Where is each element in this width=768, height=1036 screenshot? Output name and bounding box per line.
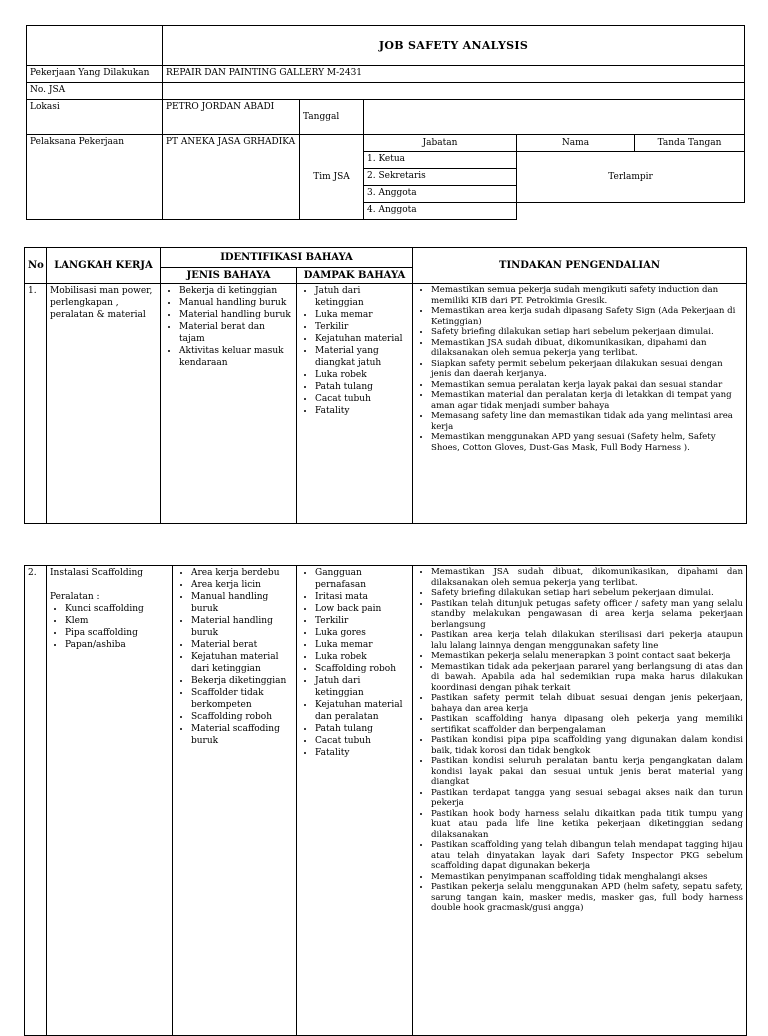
list-item: • Manual handling buruk <box>179 297 293 309</box>
list-item: • Area kerja berdebu <box>191 567 293 579</box>
list-item: • Kejatuhan material <box>315 333 409 345</box>
list-item: • Material berat <box>191 639 293 651</box>
list-item: • Material yang diangkat jatuh <box>315 345 409 369</box>
list-item: • Material berat dan tajam <box>179 321 293 345</box>
col-langkah: LANGKAH KERJA <box>47 248 161 284</box>
col-no: No <box>25 248 47 284</box>
lokasi-label: Lokasi <box>27 100 163 135</box>
list-item: • Papan/ashiba <box>65 639 169 651</box>
list-item: • Patah tulang <box>315 381 409 393</box>
step-langkah-text: Instalasi Scaffolding <box>50 568 144 578</box>
list-item: • Fatality <box>315 747 409 759</box>
pekerjaan-label: Pekerjaan Yang Dilakukan <box>27 66 163 83</box>
list-item: • Luka memar <box>315 309 409 321</box>
pelaksana-label: Pelaksana Pekerjaan <box>27 135 163 220</box>
list-item: • Iritasi mata <box>315 591 409 603</box>
list-item: • Pastikan safety permit telah dibuat sesuai dengan jenis pekerjaan, bahaya dan area kerja <box>431 693 743 714</box>
document-title: JOB SAFETY ANALYSIS <box>163 26 745 66</box>
list-item: • Jatuh dari ketinggian <box>315 285 409 309</box>
list-item: • Low back pain <box>315 603 409 615</box>
list-item: • Terkilir <box>315 615 409 627</box>
step-no: 2. <box>25 566 47 1036</box>
list-item: • Memastikan penyimpanan scaffolding tidak menghalangi akses <box>431 872 743 883</box>
step-dampak <box>297 566 413 1036</box>
list-item: • Memastikan menggunakan APD yang sesuai (Safety helm, Safety Shoes, Cotton Gloves, Dust-Gas Mask, Full Body Harness ). <box>431 432 743 453</box>
list-item: • Bekerja di ketinggian <box>179 285 293 297</box>
list-item: • Fatality <box>315 405 409 417</box>
col-jabatan: Jabatan <box>364 135 517 152</box>
list-item: • Memastikan JSA sudah dibuat, dikomunikasikan, dipahami dan dilaksanakan oleh semua pekerja yang terlibat. <box>431 338 743 359</box>
list-item: • Pastikan terdapat tangga yang sesuai sebagai akses naik dan turun pekerja <box>431 788 743 809</box>
list-item: • Luka robek <box>315 369 409 381</box>
empty-cell <box>517 203 745 220</box>
list-item: • Memastikan area kerja sudah dipasang Safety Sign (Ada Pekerjaan di Ketinggian) <box>431 306 743 327</box>
step-langkah <box>47 566 173 1036</box>
list-item: • Terkilir <box>315 321 409 333</box>
list-item: • Manual handling buruk <box>191 591 293 615</box>
step-no: 1. <box>25 284 47 524</box>
list-item: • Pastikan telah ditunjuk petugas safety officer / safety man yang selalu standby melakukan pengawasan di area kerja selama pekerjaan berlangsung <box>431 599 743 631</box>
tanggal-value <box>364 100 745 135</box>
col-identifikasi: IDENTIFIKASI BAHAYA <box>161 248 413 268</box>
list-item: • Luka memar <box>315 639 409 651</box>
list-item: • Memastikan JSA sudah dibuat, dikomunikasikan, dipahami dan dilaksanakan oleh semua pekerja yang terlibat. <box>431 567 743 588</box>
list-item: • Scaffolding roboh <box>191 711 293 723</box>
dampak-list <box>300 285 409 417</box>
timjsa-label: Tim JSA <box>300 135 364 220</box>
list-item: • Memastikan semua pekerja sudah mengikuti safety induction dan memiliki KIB dari PT. Petrokimia Gresik. <box>431 285 743 306</box>
list-item: • Kejatuhan material dan peralatan <box>315 699 409 723</box>
list-item: • Pipa scaffolding <box>65 627 169 639</box>
step-tindakan <box>413 566 747 1036</box>
pelaksana-value: PT ANEKA JASA GRHADIKA <box>163 135 300 220</box>
tindakan-list <box>416 567 743 914</box>
peralatan-label: Peralatan : <box>50 592 100 602</box>
step-langkah: Mobilisasi man power, perlengkapan , peralatan & material <box>47 284 161 524</box>
list-item: • Area kerja licin <box>191 579 293 591</box>
col-nama: Nama <box>517 135 635 152</box>
list-item: • Kunci scaffolding <box>65 603 169 615</box>
jabatan-ketua: 1. Ketua <box>364 152 517 169</box>
step-tindakan <box>413 284 747 524</box>
step-jenis <box>173 566 297 1036</box>
dampak-list <box>300 567 409 759</box>
list-item: • Jatuh dari ketinggian <box>315 675 409 699</box>
col-jenis: JENIS BAHAYA <box>161 268 297 284</box>
list-item: • Material handling buruk <box>191 615 293 639</box>
jabatan-sekretaris: 2. Sekretaris <box>364 169 517 186</box>
list-item: • Memastikan tidak ada pekerjaan pararel yang berlangsung di atas dan di bawah. Apabila ada hal sedemikian rupa maka harus dilakukan koordinasi dengan pihak terkait <box>431 662 743 694</box>
list-item: • Siapkan safety permit sebelum pekerjaan dilakukan sesuai dengan jenis dan daerah kerjanya. <box>431 359 743 380</box>
list-item: • Bekerja diketinggian <box>191 675 293 687</box>
list-item: • Safety briefing dilakukan setiap hari sebelum pekerjaan dimulai. <box>431 327 743 338</box>
list-item: • Cacat tubuh <box>315 735 409 747</box>
list-item: • Pastikan kondisi seluruh peralatan bantu kerja pengangkatan dalam kondisi layak pakai dan sesuai untuk jenis berat material yang diangkat <box>431 756 743 788</box>
jenis-list <box>176 567 293 747</box>
list-item: • Kejatuhan material dari ketinggian <box>191 651 293 675</box>
col-tindakan: TINDAKAN PENGENDALIAN <box>413 248 747 284</box>
jenis-list <box>164 285 293 369</box>
jabatan-anggota-1: 3. Anggota <box>364 186 517 203</box>
lokasi-value: PETRO JORDAN ABADI <box>163 100 300 135</box>
list-item: • Pastikan scaffolding yang telah dibangun telah mendapat tagging hijau atau telah dinyatakan layak dari Safety Inspector PKG sebelum scaffolding dapat digunakan bekerja <box>431 840 743 872</box>
peralatan-list <box>50 603 169 651</box>
list-item: • Memastikan material dan peralatan kerja di letakkan di tempat yang aman agar tidak menjadi sumber bahaya <box>431 390 743 411</box>
list-item: • Klem <box>65 615 169 627</box>
list-item: • Luka robek <box>315 651 409 663</box>
list-item: • Memasang safety line dan memastikan tidak ada yang melintasi area kerja <box>431 411 743 432</box>
list-item: • Material handling buruk <box>179 309 293 321</box>
pekerjaan-value: REPAIR DAN PAINTING GALLERY M-2431 <box>163 66 745 83</box>
step-jenis <box>161 284 297 524</box>
list-item: • Aktivitas keluar masuk kendaraan <box>179 345 293 369</box>
nojsa-label: No. JSA <box>27 83 163 100</box>
col-dampak: DAMPAK BAHAYA <box>297 268 413 284</box>
list-item: • Gangguan pernafasan <box>315 567 409 591</box>
step-dampak <box>297 284 413 524</box>
list-item: • Pastikan pekerja selalu menggunakan APD (helm safety, sepatu safety, sarung tangan kain, masker medis, masker gas, full body harness double hook gracmask/gusi angga) <box>431 882 743 914</box>
list-item: • Pastikan kondisi pipa pipa scaffolding yang digunakan dalam kondisi baik, tidak korosi dan tidak bengkok <box>431 735 743 756</box>
logo-cell <box>27 26 163 66</box>
jsa-step-table-2 <box>24 565 747 1036</box>
list-item: • Safety briefing dilakukan setiap hari sebelum pekerjaan dimulai. <box>431 588 743 599</box>
jsa-header-table <box>26 25 745 220</box>
tindakan-list <box>416 285 743 453</box>
col-tanda-tangan: Tanda Tangan <box>635 135 745 152</box>
list-item: • Pastikan scaffolding hanya dipasang oleh pekerja yang memiliki sertifikat scaffolder dan berpengalaman <box>431 714 743 735</box>
terlampir: Terlampir <box>517 152 745 203</box>
list-item: • Memastikan semua peralatan kerja layak pakai dan sesuai standar <box>431 380 743 391</box>
list-item: • Pastikan area kerja telah dilakukan sterilisasi dari pekerja ataupun lalu lalang lainnya dengan menggunakan safety line <box>431 630 743 651</box>
list-item: • Pastikan hook body harness selalu dikaitkan pada titik tumpu yang kuat atau pada life line ketika pekerjaan diketinggian sedang dilaksanakan <box>431 809 743 841</box>
nojsa-value <box>163 83 745 100</box>
list-item: • Material scaffoding buruk <box>191 723 293 747</box>
list-item: • Scaffolder tidak berkompeten <box>191 687 293 711</box>
jabatan-anggota-2: 4. Anggota <box>364 203 517 220</box>
list-item: • Luka gores <box>315 627 409 639</box>
tanggal-label: Tanggal <box>300 100 364 135</box>
list-item: • Scaffolding roboh <box>315 663 409 675</box>
list-item: • Cacat tubuh <box>315 393 409 405</box>
list-item: • Memastikan pekerja selalu menerapkan 3 point contact saat bekerja <box>431 651 743 662</box>
list-item: • Patah tulang <box>315 723 409 735</box>
jsa-step-table-1 <box>24 247 747 524</box>
